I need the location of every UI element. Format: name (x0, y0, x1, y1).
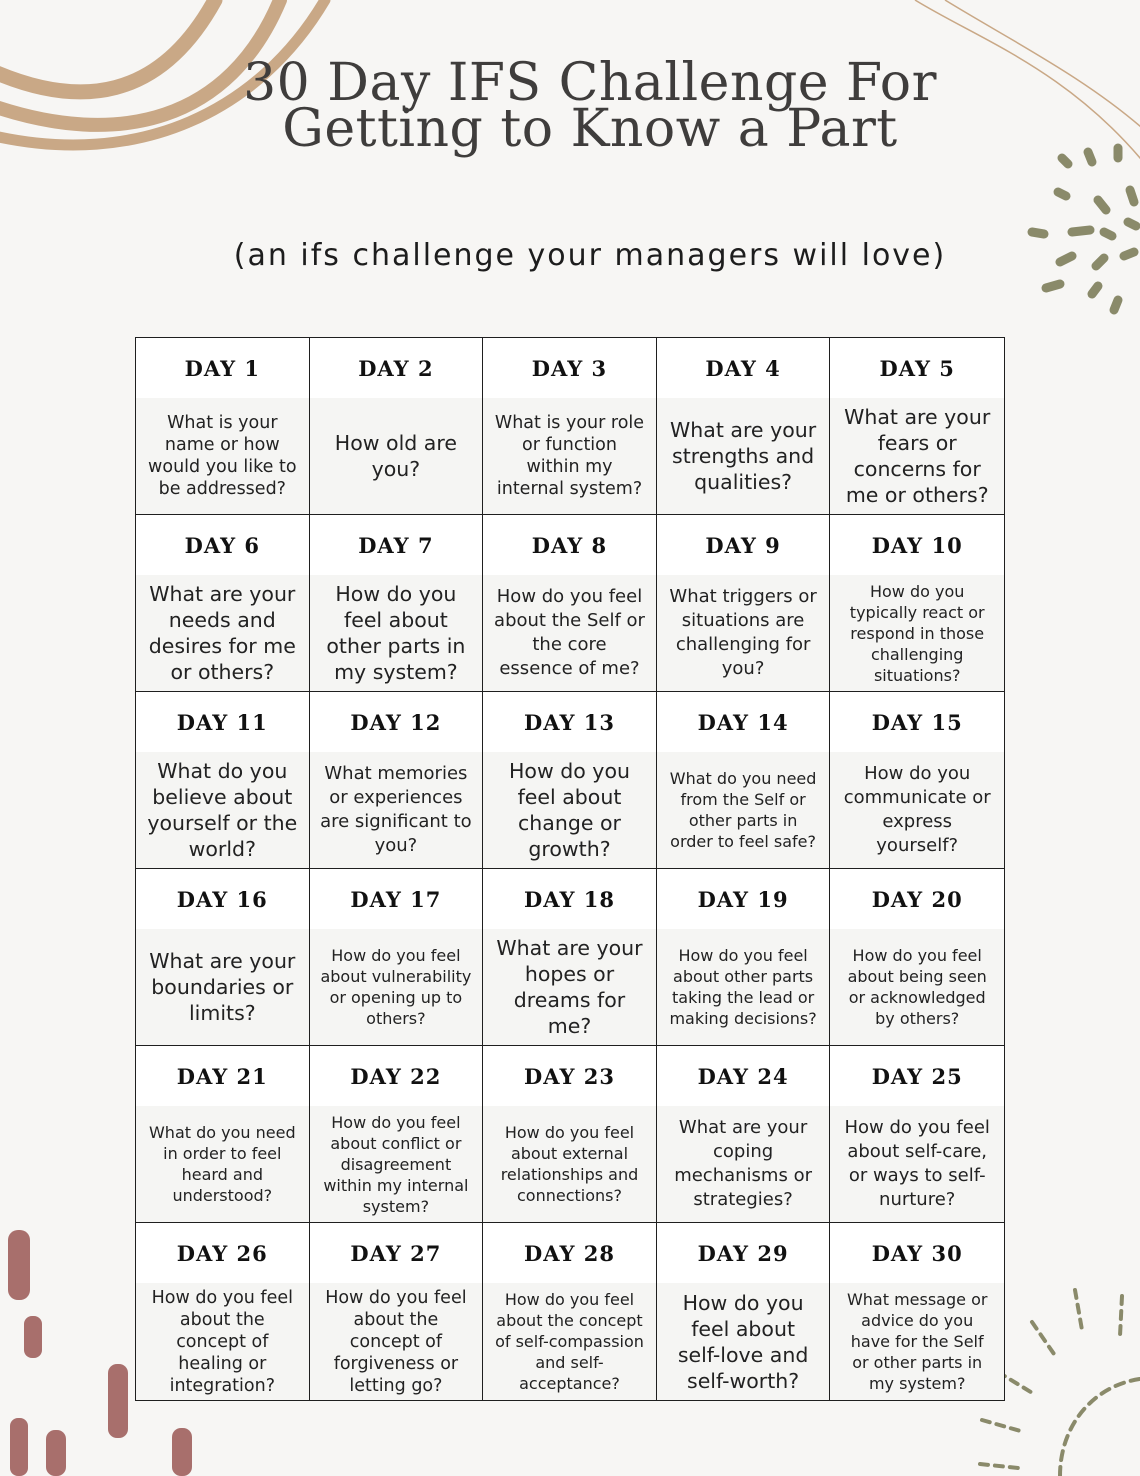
page-subtitle: (an ifs challenge your managers will love) (233, 238, 947, 273)
day-label: DAY 19 (657, 869, 830, 929)
day-question: How do you feel about external relationships and connections? (500, 1123, 639, 1205)
day-label: DAY 4 (657, 338, 830, 398)
day-cell (657, 869, 831, 1046)
day-label: DAY 10 (830, 515, 1004, 575)
day-question: How do you typically react or respond in those challenging situations? (849, 581, 985, 685)
day-question: How do you feel about the concept of self-compassion and self-acceptance? (495, 1290, 644, 1393)
day-cell (136, 1223, 310, 1400)
day-label: DAY 24 (657, 1046, 830, 1106)
day-question: What are your strengths and qualities? (670, 418, 817, 494)
day-cell (830, 338, 1004, 515)
day-cell (136, 692, 310, 869)
day-label: DAY 1 (136, 338, 309, 398)
day-label: DAY 23 (483, 1046, 656, 1106)
day-cell (657, 338, 831, 515)
day-label: DAY 2 (310, 338, 483, 398)
day-label: DAY 7 (310, 515, 483, 575)
day-cell (310, 338, 484, 515)
day-question: How do you feel about other parts in my system? (326, 582, 466, 684)
day-question: How do you communicate or express yourself? (843, 763, 991, 856)
day-cell (136, 338, 310, 515)
day-question: How do you feel about the Self or the core essence of me? (494, 586, 645, 679)
day-cell (657, 515, 831, 692)
day-cell (830, 1223, 1004, 1400)
day-question: How do you feel about self-care, or ways to self-nurture? (844, 1117, 990, 1210)
day-question: How do you feel about change or growth? (509, 759, 630, 861)
day-cell (136, 869, 310, 1046)
day-question: What triggers or situations are challenging for you? (669, 586, 817, 679)
day-cell (310, 1046, 484, 1223)
day-cell (830, 869, 1004, 1046)
day-label: DAY 9 (657, 515, 830, 575)
day-label: DAY 5 (830, 338, 1004, 398)
day-question: What do you need in order to feel heard and understood? (148, 1123, 296, 1205)
day-label: DAY 29 (657, 1223, 830, 1283)
day-label: DAY 14 (657, 692, 830, 752)
day-label: DAY 16 (136, 869, 309, 929)
day-question: What are your fears or concerns for me or others? (844, 405, 991, 507)
day-cell (657, 1046, 831, 1223)
day-label: DAY 12 (310, 692, 483, 752)
day-cell (136, 1046, 310, 1223)
day-cell (830, 1046, 1004, 1223)
day-label: DAY 26 (136, 1223, 309, 1283)
day-cell (310, 1223, 484, 1400)
day-label: DAY 30 (830, 1223, 1004, 1283)
day-question: What are your hopes or dreams for me? (496, 936, 643, 1038)
day-label: DAY 17 (310, 869, 483, 929)
day-label: DAY 8 (483, 515, 656, 575)
day-label: DAY 28 (483, 1223, 656, 1283)
day-label: DAY 15 (830, 692, 1004, 752)
day-question: What do you believe about yourself or the world? (147, 759, 298, 861)
day-cell (657, 692, 831, 869)
day-label: DAY 3 (483, 338, 656, 398)
page-title: 30 Day IFS Challenge For Getting to Know a Part (243, 53, 937, 159)
day-label: DAY 27 (310, 1223, 483, 1283)
day-question: What message or advice do you have for the Self or other parts in my system? (846, 1290, 988, 1393)
day-cell (483, 869, 657, 1046)
day-cell (657, 1223, 831, 1400)
day-cell (483, 1223, 657, 1400)
day-cell (310, 692, 484, 869)
day-question: What are your coping mechanisms or strategies? (674, 1117, 812, 1210)
day-label: DAY 13 (483, 692, 656, 752)
day-question: How do you feel about vulnerability or opening up to others? (320, 946, 472, 1028)
day-question: How do you feel about the concept of healing or integration? (151, 1287, 293, 1396)
day-label: DAY 11 (136, 692, 309, 752)
olive-sunburst-decoration (1032, 148, 1136, 310)
day-label: DAY 20 (830, 869, 1004, 929)
day-cell (483, 515, 657, 692)
day-question: How old are you? (334, 431, 457, 481)
day-cell (483, 1046, 657, 1223)
day-question: What memories or experiences are significant to you? (320, 763, 472, 856)
day-cell (483, 692, 657, 869)
challenge-grid (135, 337, 1005, 1401)
day-cell (483, 338, 657, 515)
day-label: DAY 25 (830, 1046, 1004, 1106)
day-label: DAY 18 (483, 869, 656, 929)
day-question: How do you feel about self-love and self-worth? (677, 1290, 809, 1393)
day-label: DAY 21 (136, 1046, 309, 1106)
day-question: What do you need from the Self or other parts in order to feel safe? (669, 769, 817, 851)
day-question: What is your name or how would you like to be addressed? (148, 413, 297, 499)
day-question: How do you feel about the concept of forgiveness or letting go? (325, 1287, 467, 1396)
day-cell (136, 515, 310, 692)
day-question: What are your needs and desires for me or others? (148, 582, 296, 684)
day-question: How do you feel about other parts taking the lead or making decisions? (669, 946, 817, 1028)
day-question: What is your role or function within my internal system? (494, 413, 645, 499)
day-cell (830, 692, 1004, 869)
day-cell (310, 869, 484, 1046)
day-question: What are your boundaries or limits? (149, 949, 296, 1025)
day-question: How do you feel about conflict or disagreement within my internal system? (323, 1112, 469, 1216)
day-cell (310, 515, 484, 692)
day-label: DAY 6 (136, 515, 309, 575)
day-question: How do you feel about being seen or acknowledged by others? (847, 946, 987, 1028)
day-cell (830, 515, 1004, 692)
day-label: DAY 22 (310, 1046, 483, 1106)
